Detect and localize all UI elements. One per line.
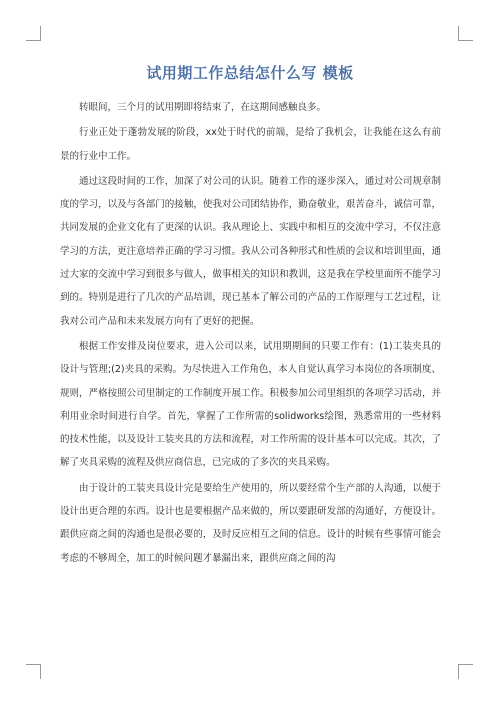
crop-mark-top-left	[26, 26, 41, 41]
paragraph-company-understanding: 通过这段时间的工作，加深了对公司的认识。随着工作的逐步深入，通过对公司规章制度的学习，以及与各部门的接触，使我对公司团结协作，勤奋敬业，艰苦奋斗，诚信可靠，共同发展的企业文化有了更深的认识。我从理论上、实践中和相互的交流中学习，不仅注意学习的方法，更注意培养正确的学习习惯。我从公司各种形式和性质的会议和培训里面，通过大家的交流中学习到很多与做人，做事相关的知识和教训，这是我在学校里面所不能学习到的。特别是进行了几次的产品培训，现已基本了解公司的产品的工作原理与工艺过程，让我对公司产品和未来发展方向有了更好的把握。	[60, 175, 441, 327]
paragraph-intro: 转眼间，三个月的试用期即将结束了，在这期间感触良多。	[79, 102, 327, 113]
paragraph-work-duties: 根据工作安排及岗位要求，进入公司以来，试用期期间的只要工作有：(1)工装夹具的设计与管理;(2)夹具的采购。为尽快进入工作角色，本人自觉认真学习本岗位的各项制度、规则，严格按照公司里制定的工作制度开展工作。积极参加公司里组织的各项学习活动，并利用业余时间进行自学。首先，掌握了工作所需的solidworks绘图，熟悉常用的一些材料的技术性能，以及设计工装夹具的方法和流程，对工作所需的设计基本可以完成。其次，了解了夹具采购的流程及供应商信息，已完成的了多次的夹具采购。	[60, 340, 441, 469]
crop-mark-top-right	[458, 26, 473, 41]
document-title: 试用期工作总结怎什么写 模板	[146, 64, 354, 82]
crop-mark-bottom-left	[26, 664, 41, 679]
document-body	[60, 96, 441, 570]
crop-mark-bottom-right	[458, 664, 473, 679]
paragraph-communication: 由于设计的工装夹具设计完是要给生产使用的，所以要经常个生产部的人沟通，以便于设计出更合理的东西。设计也是要根据产品来做的，所以要跟研发部的沟通好，方便设计。跟供应商之间的沟通也是很必要的，及时反应相互之间的信息。设计的时候有些事情可能会考虑的不够周全，加工的时候问题才暴漏出来，跟供应商之间的沟	[60, 482, 441, 564]
paragraph-industry: 行业正处于蓬勃发展的阶段，xx处于时代的前端，是给了我机会，让我能在这么有前景的行业中工作。	[60, 127, 441, 162]
